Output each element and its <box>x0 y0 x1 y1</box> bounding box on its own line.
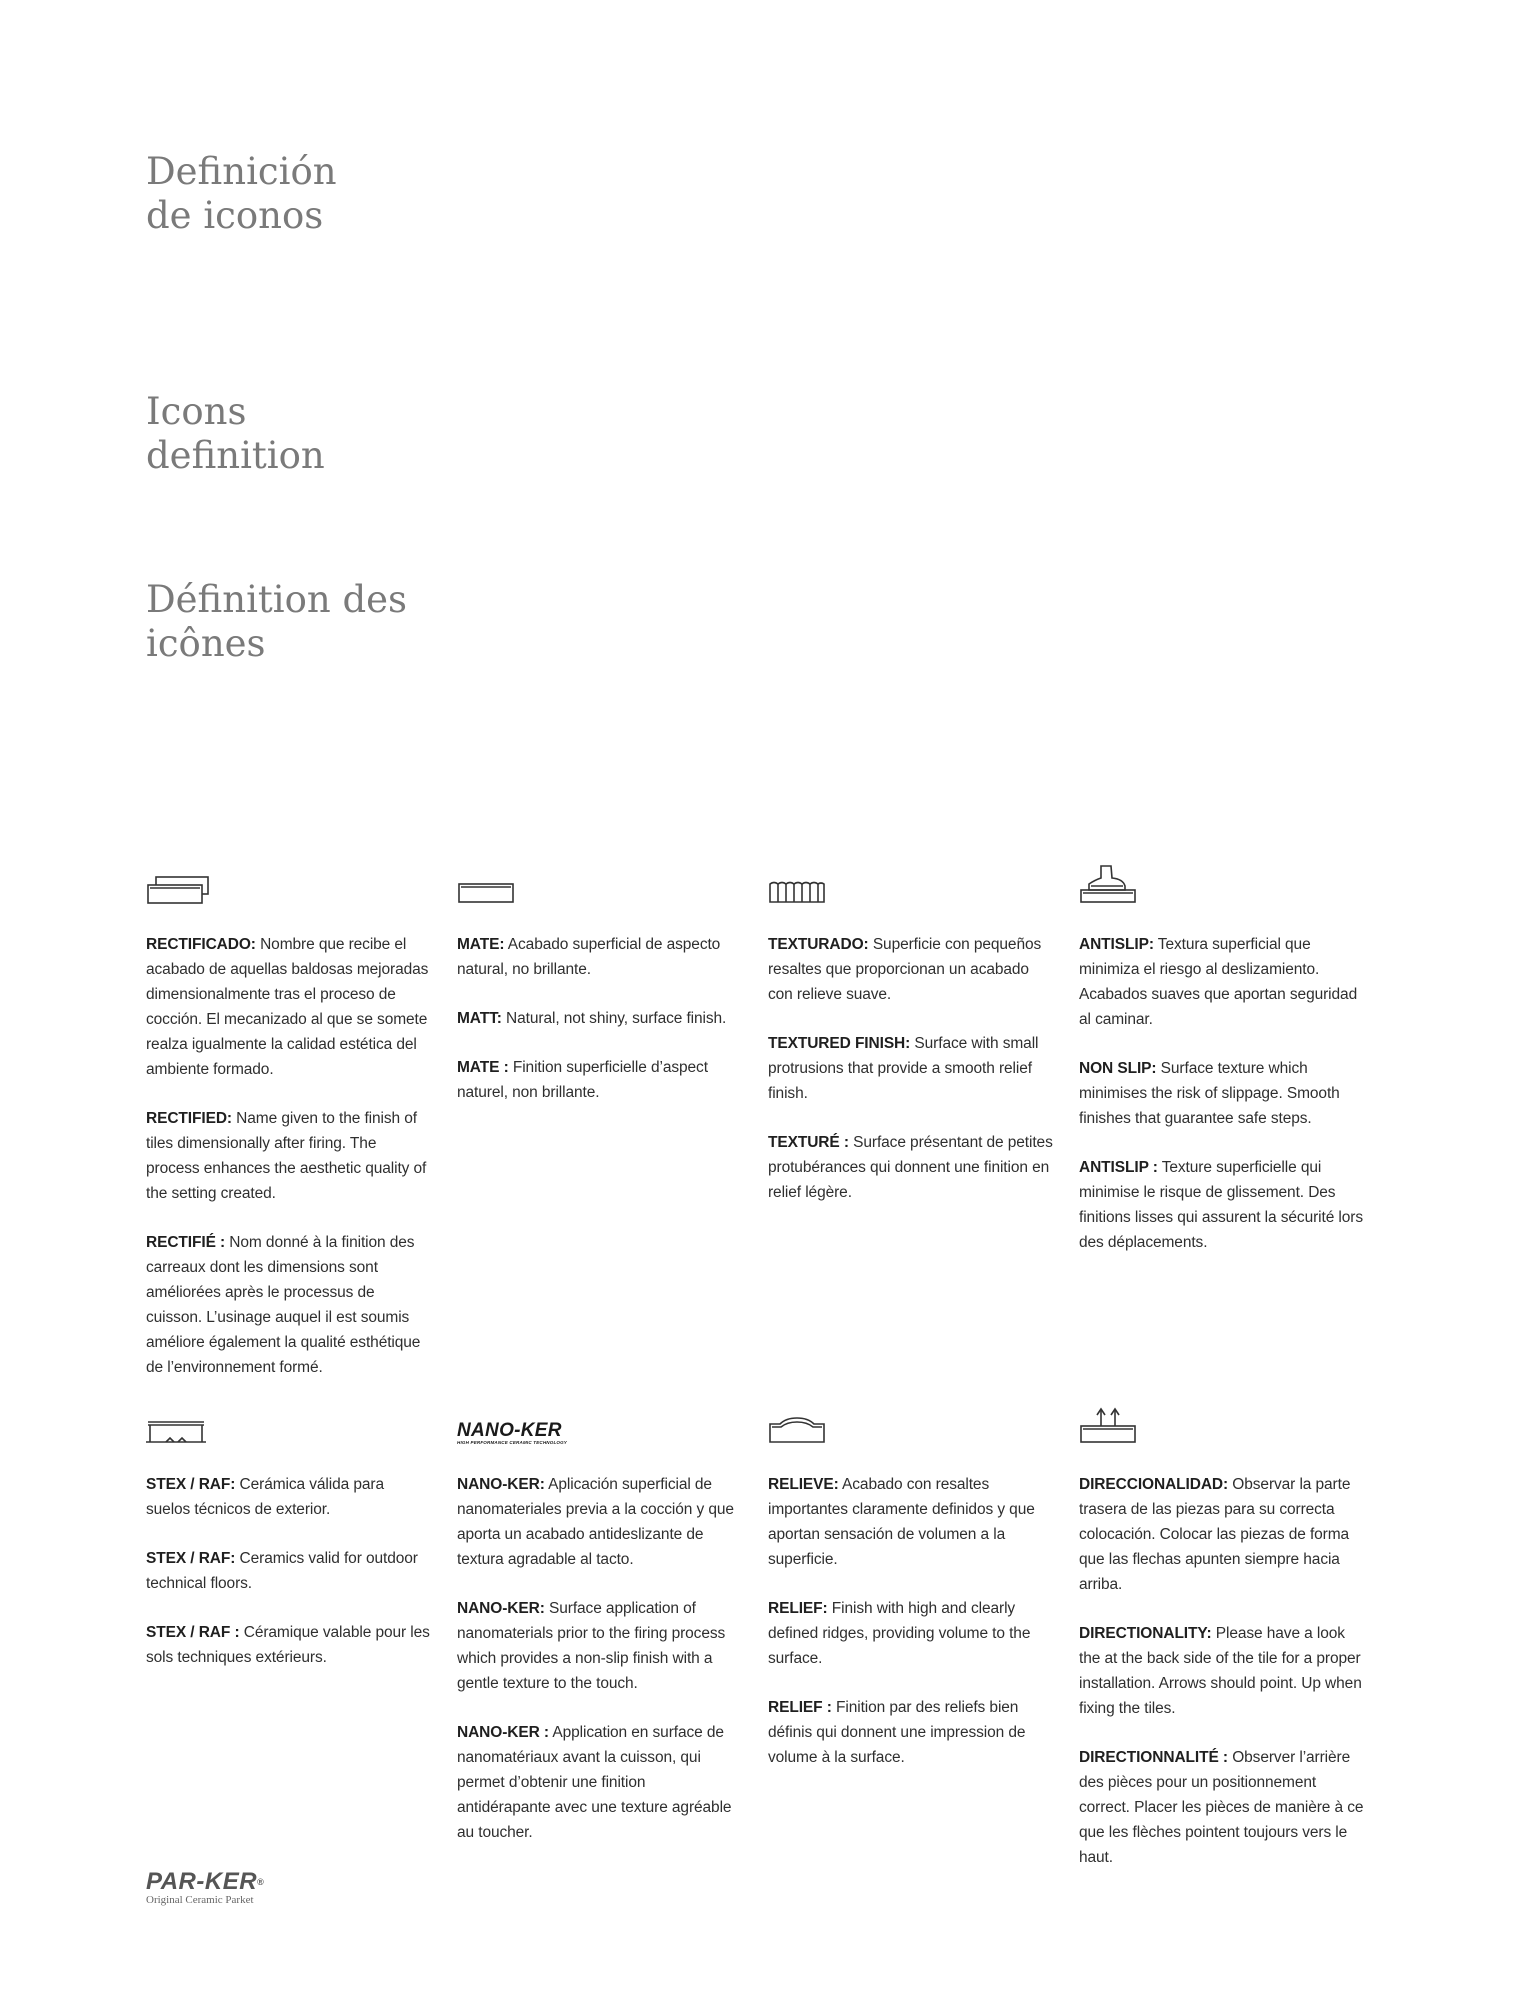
para-es: RELIEVE: Acabado con resaltes importantes claramente definidos y que aportan sensación de volumen a la superficie. <box>768 1476 1035 1568</box>
stex-raf-icon <box>146 1410 431 1446</box>
title-french: Définition des icônes <box>146 578 408 665</box>
para-fr: DIRECTIONNALITÉ : Observer l’arrière des pièces pour un positionnement correct. Placer les pièces de manière à ce que les flèches pointent toujours vers le haut. <box>1079 1749 1364 1866</box>
rectified-icon <box>146 870 431 906</box>
para-es: TEXTURADO: Superficie con pequeños resaltes que proporcionan un acabado con relieve suave. <box>768 936 1042 1003</box>
brand-logo <box>146 1870 264 1907</box>
matt-icon <box>457 870 742 906</box>
para-fr: MATE : Finition superficielle d’aspect naturel, non brillante. <box>457 1059 708 1101</box>
para-en: MATT: Natural, not shiny, surface finish. <box>457 1010 727 1027</box>
brand-tagline: Original Ceramic Parket <box>146 1894 254 1906</box>
para-en: NANO-KER: Surface application of nanomaterials prior to the firing process which provides a non-slip finish with a gentle texture to the touch. <box>457 1600 726 1692</box>
item-relief <box>768 1410 1053 1794</box>
para-fr: NANO-KER : Application en surface de nanomatériaux avant la cuisson, qui permet d’obtenir une finition antidérapante avec une texture agréable au toucher. <box>457 1724 732 1841</box>
para-fr: RECTIFIÉ : Nom donné à la finition des carreaux dont les dimensions sont améliorées après le processus de cuisson. L’usinage auquel il est soumis améliore également la qualité esthétique de l’environnement formé. <box>146 1234 421 1376</box>
para-en: RELIEF: Finish with high and clearly defined ridges, providing volume to the surface. <box>768 1600 1031 1667</box>
item-nano-ker <box>457 1410 742 1869</box>
para-en: RECTIFIED: Name given to the finish of tiles dimensionally after firing. The process enhances the aesthetic quality of the setting created. <box>146 1110 427 1202</box>
para-fr: ANTISLIP : Texture superficielle qui minimise le risque de glissement. Des finitions lisses qui assurent la sécurité lors des déplacements. <box>1079 1159 1363 1251</box>
item-stex-raf <box>146 1410 431 1694</box>
nano-ker-logo: NANO-KER HIGH PERFORMANCE CERAMIC TECHNOLOGY <box>457 1420 568 1445</box>
item-matt <box>457 870 742 1129</box>
para-es: STEX / RAF: Cerámica válida para suelos técnicos de exterior. <box>146 1476 384 1518</box>
directionality-icon <box>1079 1410 1364 1446</box>
para-fr: TEXTURÉ : Surface présentant de petites protubérances qui donnent une finition en relief légère. <box>768 1134 1053 1201</box>
brand-name: PAR-KER <box>146 1868 258 1895</box>
para-es: DIRECCIONALIDAD: Observar la parte trasera de las piezas para su correcta colocación. Colocar las piezas de forma que las flechas apunten siempre hacia arriba. <box>1079 1476 1351 1593</box>
item-rectified <box>146 870 431 1404</box>
para-en: TEXTURED FINISH: Surface with small protrusions that provide a smooth relief finish. <box>768 1035 1039 1102</box>
para-fr: STEX / RAF : Céramique valable pour les sols techniques extérieurs. <box>146 1624 430 1666</box>
registered-mark: ® <box>257 1877 265 1887</box>
textured-icon <box>768 870 1053 906</box>
item-textured <box>768 870 1053 1229</box>
para-en: STEX / RAF: Ceramics valid for outdoor technical floors. <box>146 1550 418 1592</box>
para-en: NON SLIP: Surface texture which minimises the risk of slippage. Smooth finishes that guarantee safe steps. <box>1079 1060 1340 1127</box>
para-fr: RELIEF : Finition par des reliefs bien définis qui donnent une impression de volume à la surface. <box>768 1699 1026 1766</box>
title-english: Icons definition <box>146 390 325 477</box>
relief-icon <box>768 1410 1053 1446</box>
para-es: MATE: Acabado superficial de aspecto natural, no brillante. <box>457 936 721 978</box>
para-es: RECTIFICADO: Nombre que recibe el acabado de aquellas baldosas mejoradas dimensionalmente tras el proceso de cocción. El mecanizado al que se somete realza igualmente la calidad estética del ambiente formado. <box>146 936 429 1078</box>
para-en: DIRECTIONALITY: Please have a look the at the back side of the tile for a proper installation. Arrows should point. Up when fixing the tiles. <box>1079 1625 1362 1717</box>
title-spanish: Definición de iconos <box>146 150 337 237</box>
item-directionality <box>1079 1410 1364 1894</box>
para-es: ANTISLIP: Textura superficial que minimiza el riesgo al deslizamiento. Acabados suaves que aportan seguridad al caminar. <box>1079 936 1358 1028</box>
item-antislip <box>1079 870 1364 1279</box>
antislip-icon <box>1079 870 1364 906</box>
para-es: NANO-KER: Aplicación superficial de nanomateriales previa a la cocción y que aporta un acabado antideslizante de textura agradable al tacto. <box>457 1476 734 1568</box>
